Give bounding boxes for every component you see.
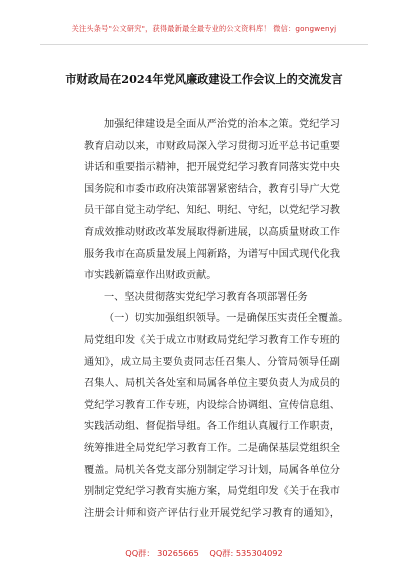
- footer-qq-group-2: QQ群: 535304092: [209, 548, 283, 558]
- paragraph-line: 别制定党纪学习教育实施方案，局党组印发《关于在我市: [84, 486, 340, 498]
- paragraph-line: 教育启动以来，市财政局深入学习贯彻习近平总书记重要: [84, 140, 340, 152]
- document-body: [84, 114, 349, 524]
- paragraph-line: 加强纪律建设是全面从严治党的治本之策。党纪学习: [104, 119, 340, 130]
- paragraph-line: 讲话和重要指示精神，把开展党纪学习教育同落实党中央: [84, 162, 340, 174]
- footer-contact: [0, 548, 408, 559]
- footer-qq-group-1: QQ群： 30265665: [125, 548, 199, 558]
- paragraph-line: 国务院和市委市政府决策部署紧密结合，教育引导广大党: [84, 183, 340, 195]
- paragraph-line: 育成效推动财政改革发展取得新进展，以高质量财政工作: [84, 226, 340, 238]
- paragraph-line: 统筹推进全局党纪学习教育工作。二是确保基层党组织全: [84, 442, 340, 454]
- paragraph-line: 市实践新篇章作出财政贡献。: [84, 270, 217, 282]
- header-banner: 关注头条号"公文研究"，获得最新最全最专业的公文资料库！ 微信：gongwenyj: [71, 24, 337, 33]
- subsection-heading: （一）切实加强组织领导。一是确保压实责任全覆盖。: [104, 313, 349, 325]
- paragraph-line: 覆盖。局机关各党支部分别制定学习计划，局属各单位分: [84, 464, 340, 476]
- paragraph-line: 员干部自觉主动学纪、知纪、明纪、守纪，以党纪学习教: [84, 205, 340, 217]
- paragraph-line: 党纪学习教育工作专班，内设综合协调组、宣传信息组、: [84, 399, 340, 411]
- section-heading: 一、坚决贯彻落实党纪学习教育各项部署任务: [104, 291, 308, 303]
- paragraph-line: 通知》，成立局主要负责同志任召集人、分管局领导任副: [84, 356, 340, 368]
- paragraph-line: 局党组印发《关于成立市财政局党纪学习教育工作专班的: [84, 334, 340, 346]
- paragraph-line: 注册会计师和资产评估行业开展党纪学习教育的通知》，: [84, 507, 340, 519]
- paragraph-line: 召集人、局机关各处室和局属各单位主要负责人为成员的: [84, 378, 340, 390]
- paragraph-line: 服务我市在高质量发展上闯新路，为谱写中国式现代化我: [84, 248, 340, 260]
- paragraph-line: 实践活动组、督促指导组。各工作组认真履行工作职责，: [84, 421, 340, 433]
- document-title: 市财政局在2024年党风廉政建设工作会议上的交流发言: [65, 72, 343, 86]
- header-divider: [40, 44, 368, 45]
